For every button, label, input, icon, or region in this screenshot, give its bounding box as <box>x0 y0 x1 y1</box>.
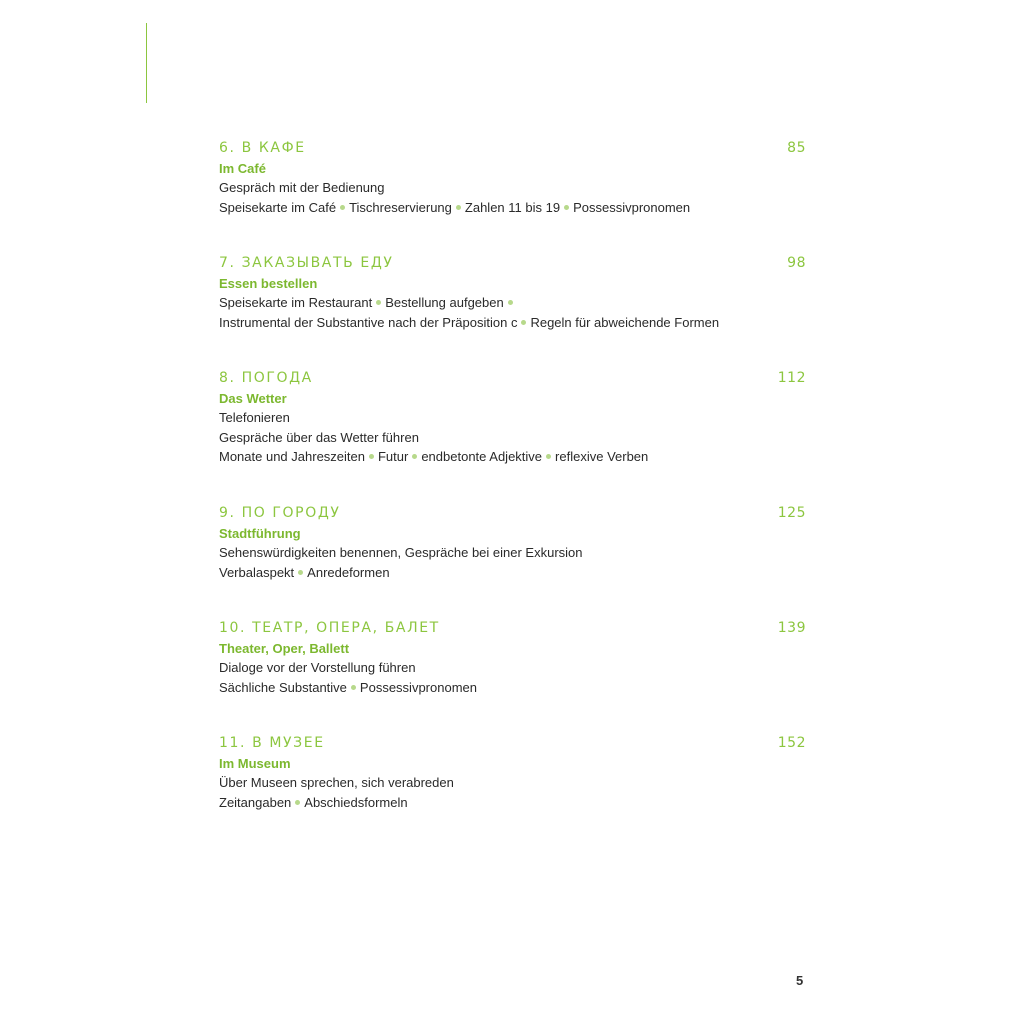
topic-line <box>219 313 806 333</box>
toc-entry-11 <box>219 733 806 812</box>
chapter-line <box>219 618 806 638</box>
margin-rule <box>146 23 147 103</box>
chapter-title: 6. В КАФЕ <box>219 140 306 156</box>
topic-text: reflexive Verben <box>555 449 649 464</box>
chapter-page-number: 152 <box>777 735 806 751</box>
topic-text: Instrumental der Substantive nach der Präposition с <box>219 314 518 330</box>
topic-text: Possessivpronomen <box>359 679 477 695</box>
chapter-line <box>219 138 806 158</box>
chapter-page-number: 98 <box>787 255 806 271</box>
chapter-subtitle: Stadtführung <box>219 526 301 541</box>
chapter-line <box>219 733 806 753</box>
chapter-title: 9. ПО ГОРОДУ <box>219 505 341 521</box>
topic-line <box>219 773 806 793</box>
topic-text: Gespräche über das Wetter führen <box>219 429 419 445</box>
chapter-page-number: 125 <box>777 505 806 521</box>
chapter-topics <box>219 773 806 812</box>
topic-text: Sächliche Substantive <box>219 679 347 695</box>
bullet-dot-icon <box>340 205 345 210</box>
topic-line <box>219 543 806 563</box>
chapter-title: 11. В МУЗЕЕ <box>219 735 325 751</box>
bullet-dot-icon <box>295 800 300 805</box>
topic-text: Verbalaspekt <box>219 564 295 580</box>
topic-text: Anredeformen <box>307 564 390 580</box>
chapter-title: 7. ЗАКАЗЫВАТЬ ЕДУ <box>219 255 394 271</box>
bullet-dot-icon <box>351 685 356 690</box>
bullet-dot-icon <box>412 454 417 459</box>
chapter-page-number: 139 <box>777 620 806 636</box>
topic-text: Abschiedsformeln <box>304 794 408 810</box>
chapter-title: 8. ПОГОДА <box>219 370 313 386</box>
topic-text: Bestellung aufgeben <box>385 295 504 310</box>
topic-text: Futur <box>377 449 409 464</box>
topic-line <box>219 198 806 218</box>
topic-text: Gespräch mit der Bedienung <box>219 180 385 195</box>
topic-line <box>219 563 806 583</box>
chapter-subtitle: Essen bestellen <box>219 276 318 291</box>
topic-text: Über Museen sprechen, sich verabreden <box>219 775 454 790</box>
chapter-line <box>219 503 806 523</box>
bullet-dot-icon <box>508 300 513 305</box>
bullet-dot-icon <box>369 454 374 459</box>
toc-entry-9 <box>219 503 806 582</box>
topic-line <box>219 293 806 313</box>
chapter-line <box>219 253 806 273</box>
topic-text: Dialoge vor der Vorstellung führen <box>219 660 416 675</box>
chapter-line <box>219 368 806 388</box>
chapter-subtitle: Im Museum <box>219 756 291 771</box>
bullet-dot-icon <box>456 205 461 210</box>
topic-text: Zahlen 11 bis 19 <box>464 199 561 215</box>
chapter-subtitle: Das Wetter <box>219 391 287 406</box>
topic-line <box>219 793 806 813</box>
topic-line <box>219 178 806 198</box>
chapter-title: 10. ТЕАТР, ОПЕРА, БАЛЕТ <box>219 620 440 636</box>
bullet-dot-icon <box>546 454 551 459</box>
topic-line <box>219 428 806 448</box>
topic-text: Zeitangaben <box>219 794 292 810</box>
bullet-dot-icon <box>564 205 569 210</box>
bullet-dot-icon <box>376 300 381 305</box>
topic-text: Speisekarte im Restaurant <box>219 295 373 310</box>
topic-text: Regeln für abweichende Formen <box>530 314 720 330</box>
topic-line <box>219 678 806 698</box>
chapter-subtitle: Theater, Oper, Ballett <box>219 641 350 656</box>
chapter-subtitle: Im Café <box>219 161 266 176</box>
toc-entry-8 <box>219 368 806 467</box>
topic-text: Telefonieren <box>219 410 290 425</box>
topic-text: Possessivpronomen <box>573 199 691 215</box>
chapter-topics <box>219 543 806 582</box>
chapter-topics <box>219 408 806 467</box>
topic-text: Speisekarte im Café <box>219 199 337 215</box>
chapter-page-number: 112 <box>777 370 806 386</box>
toc-entry-7 <box>219 253 806 332</box>
topic-line <box>219 447 806 467</box>
toc-entry-6 <box>219 138 806 217</box>
topic-line <box>219 408 806 428</box>
topic-text: endbetonte Adjektive <box>421 449 543 464</box>
topic-text: Tischreservierung <box>349 199 452 215</box>
chapter-topics <box>219 658 806 697</box>
chapter-page-number: 85 <box>787 140 806 156</box>
chapter-topics <box>219 293 806 332</box>
topic-text: Monate und Jahreszeiten <box>219 449 365 464</box>
bullet-dot-icon <box>298 570 303 575</box>
toc-entry-10 <box>219 618 806 697</box>
topic-text: Sehenswürdigkeiten benennen, Gespräche bei einer Exkursion <box>219 545 583 560</box>
bullet-dot-icon <box>521 320 526 325</box>
topic-line <box>219 658 806 678</box>
chapter-topics <box>219 178 806 217</box>
page-number: 5 <box>796 973 804 988</box>
